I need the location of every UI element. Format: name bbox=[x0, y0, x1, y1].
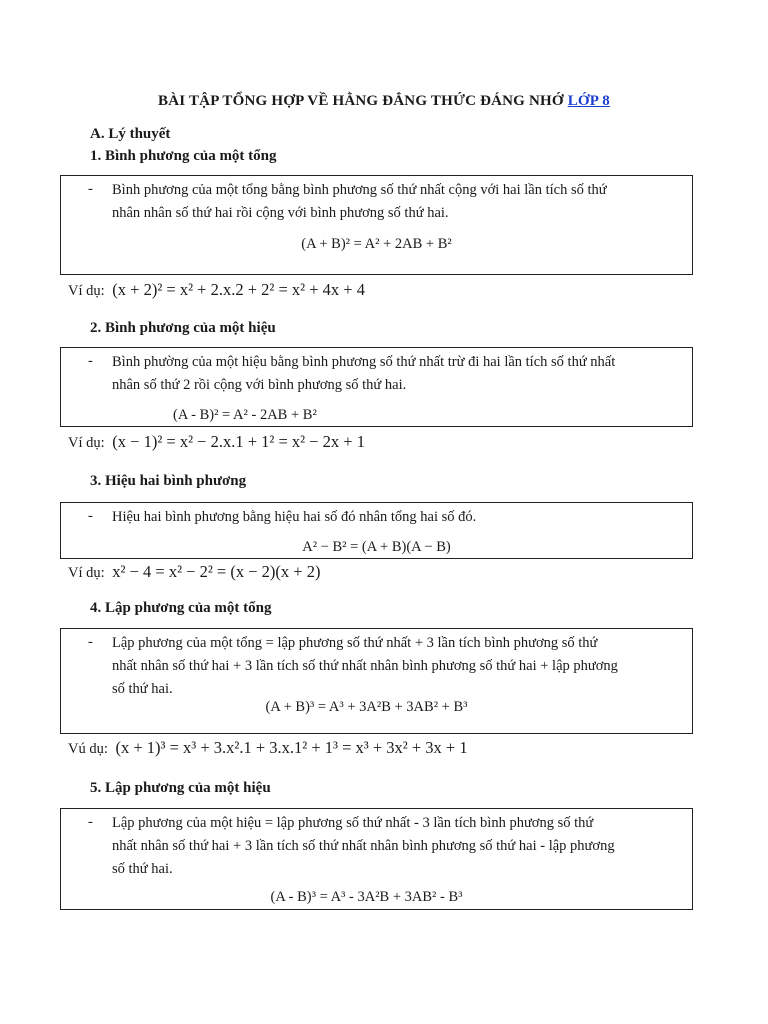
example-square-of-sum bbox=[68, 280, 365, 300]
rule-line: số thứ hai. bbox=[112, 861, 173, 877]
heading-square-of-difference: 2. Bình phương của một hiệu bbox=[90, 320, 276, 336]
rule-line: nhân nhân số thứ hai rồi cộng với bình phương số thứ hai. bbox=[112, 205, 449, 221]
rule-text bbox=[112, 179, 607, 225]
example-difference-of-squares bbox=[68, 562, 320, 582]
formula bbox=[173, 407, 317, 424]
rule-text bbox=[112, 632, 618, 701]
formula-text: (A + B)² = A² + 2AB + B² bbox=[301, 236, 452, 252]
rule-line: nhân số thứ 2 rồi cộng với bình phương số thứ hai. bbox=[112, 377, 407, 393]
heading-cube-of-sum: 4. Lập phương của một tổng bbox=[90, 600, 272, 616]
rule-line: Bình phường của một hiệu bằng bình phương số thứ nhất trừ đi hai lần tích số thứ nhất bbox=[112, 354, 616, 370]
formula bbox=[51, 699, 682, 716]
example-square-of-difference bbox=[68, 432, 365, 452]
example-label: Ví dụ: bbox=[68, 565, 105, 581]
example-expression: (x + 1)³ = x³ + 3.x².1 + 3.x.1² + 1³ = x³ + 3x² + 3x + 1 bbox=[115, 738, 468, 757]
example-cube-of-sum bbox=[68, 738, 468, 758]
section-heading-theory: A. Lý thuyết bbox=[90, 126, 171, 142]
formula-text: (A + B)³ = A³ + 3A²B + 3AB² + B³ bbox=[265, 699, 468, 715]
rule-box-cube-of-sum bbox=[60, 628, 693, 734]
rule-text bbox=[112, 351, 615, 397]
rule-text bbox=[112, 506, 476, 529]
example-expression: (x − 1)² = x² − 2.x.1 + 1² = x² − 2x + 1 bbox=[112, 432, 365, 451]
bullet-dash: - bbox=[88, 634, 93, 650]
rule-text bbox=[112, 812, 615, 881]
rule-box-difference-of-squares bbox=[60, 502, 693, 559]
rule-line: nhất nhân số thứ hai + 3 lần tích số thứ nhất nhân bình phương số thứ hai - lập phương bbox=[112, 838, 615, 854]
rule-line: số thứ hai. bbox=[112, 681, 173, 697]
formula-text: A² − B² = (A + B)(A − B) bbox=[302, 539, 451, 555]
heading-square-of-sum: 1. Bình phương của một tổng bbox=[90, 148, 277, 164]
bullet-dash: - bbox=[88, 353, 93, 369]
document-title bbox=[0, 93, 768, 110]
heading-cube-of-difference: 5. Lập phương của một hiệu bbox=[90, 780, 271, 796]
example-label: Ví dụ: bbox=[68, 283, 105, 299]
formula-text: (A - B)² = A² - 2AB + B² bbox=[173, 407, 317, 423]
example-label: Vú dụ: bbox=[68, 741, 108, 757]
title-text: BÀI TẬP TỔNG HỢP VỀ HẰNG ĐẲNG THỨC ĐÁNG NHỚ bbox=[158, 93, 564, 109]
rule-line: Hiệu hai bình phương bằng hiệu hai số đó nhân tổng hai số đó. bbox=[112, 509, 477, 525]
rule-box-square-of-sum bbox=[60, 175, 693, 275]
formula-text: (A - B)³ = A³ - 3A²B + 3AB² - B³ bbox=[270, 889, 463, 905]
grade-link[interactable]: LỚP 8 bbox=[567, 93, 610, 109]
rule-line: Lập phương của một hiệu = lập phương số thứ nhất - 3 lần tích bình phương số thứ bbox=[112, 815, 594, 831]
rule-box-cube-of-difference bbox=[60, 808, 693, 910]
rule-box-square-of-difference bbox=[60, 347, 693, 427]
bullet-dash: - bbox=[88, 181, 93, 197]
example-expression: (x + 2)² = x² + 2.x.2 + 2² = x² + 4x + 4 bbox=[112, 280, 365, 299]
rule-line: Bình phương của một tổng bằng bình phương số thứ nhất cộng với hai lần tích số thứ bbox=[112, 182, 607, 198]
bullet-dash: - bbox=[88, 814, 93, 830]
example-expression: x² − 4 = x² − 2² = (x − 2)(x + 2) bbox=[112, 562, 321, 581]
formula bbox=[61, 236, 692, 253]
rule-line: nhất nhân số thứ hai + 3 lần tích số thứ nhất nhân bình phương số thứ hai + lập phương bbox=[112, 658, 618, 674]
formula bbox=[61, 539, 692, 556]
rule-line: Lập phương của một tổng = lập phương số thứ nhất + 3 lần tích bình phương số thứ bbox=[112, 635, 598, 651]
example-label: Ví dụ: bbox=[68, 435, 105, 451]
heading-difference-of-squares: 3. Hiệu hai bình phương bbox=[90, 473, 247, 489]
formula bbox=[51, 889, 682, 906]
bullet-dash: - bbox=[88, 508, 93, 524]
